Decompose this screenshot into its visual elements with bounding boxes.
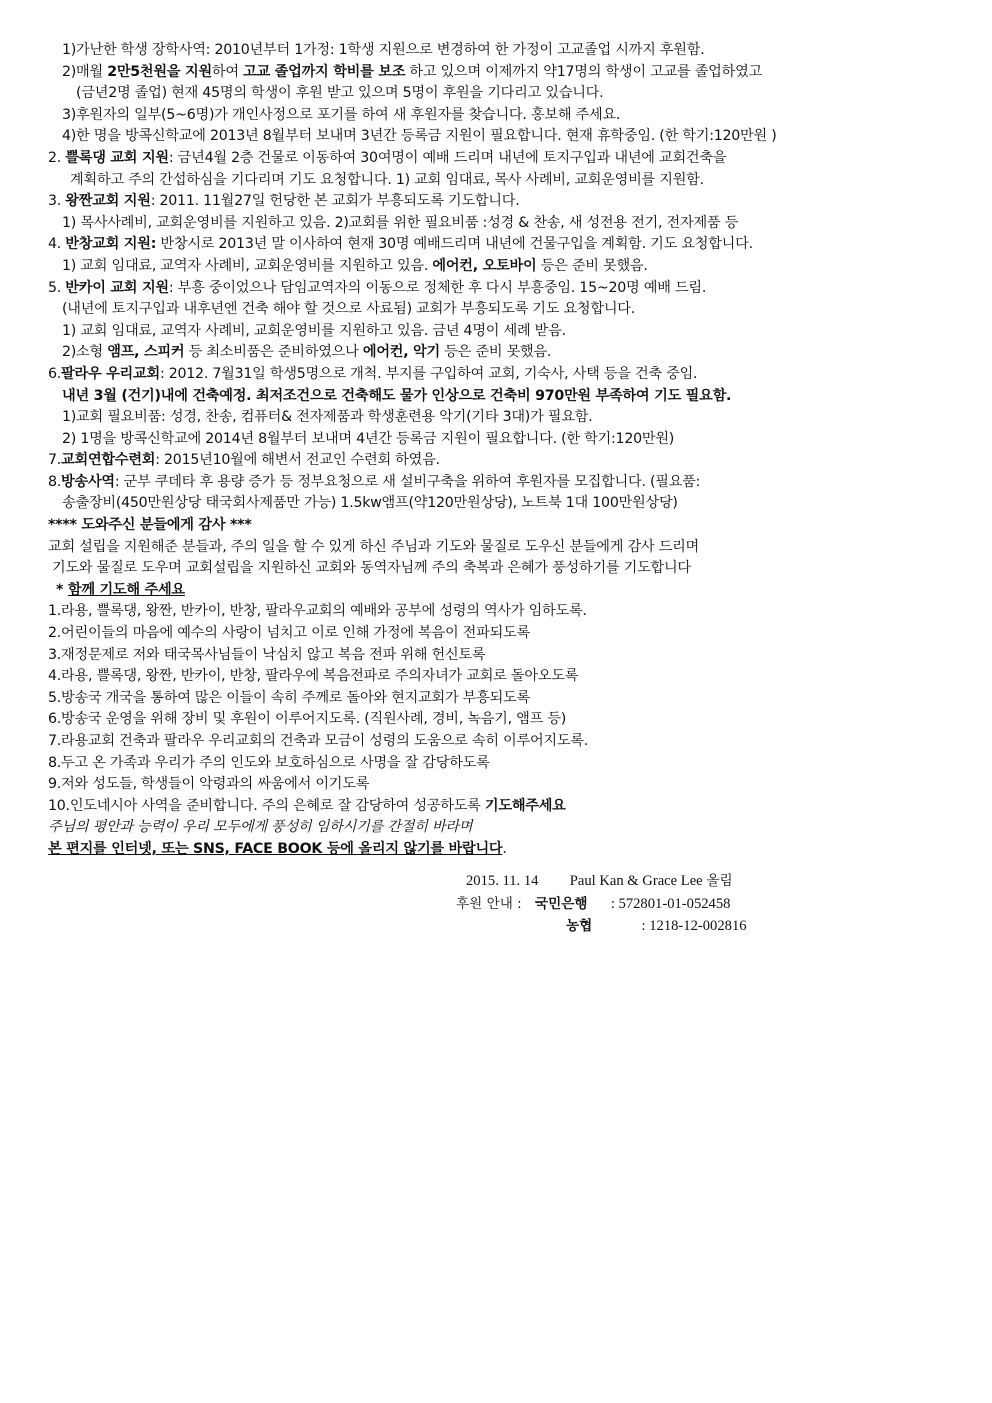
- text-run: : 군부 쿠데타 후 용량 증가 등 정부요청으로 새 설비구축을 위하여 후원자를 모집합니다. (필요품:: [114, 473, 701, 490]
- text-line: [0, 472, 992, 494]
- text-run: 2)매월: [62, 63, 108, 80]
- text-line: [0, 645, 992, 667]
- bank1-account: : 572801-01-052458: [610, 896, 731, 912]
- text-run: 1) 목사사례비, 교회운영비를 지원하고 있음. 2)교회를 위한 필요비품 :성경 & 찬송, 새 성전용 전기, 전자제품 등: [62, 214, 739, 231]
- text-run: 5.방송국 개국을 통하여 많은 이들이 속히 주께로 돌아와 현지교회가 부흥되도록: [48, 689, 530, 706]
- text-run: 1) 교회 임대료, 교역자 사례비, 교회운영비를 지원하고 있음.: [62, 257, 433, 274]
- text-run: 송출장비(450만원상당 태국회사제품만 가능) 1.5kw앰프(약120만원상당), 노트북 1대 100만원상당): [62, 495, 678, 512]
- text-run: 4.: [48, 236, 66, 253]
- text-run: 주님의 평안과 능력이 우리 모두에게 풍성히 임하시기를 간절히 바라며: [48, 819, 473, 836]
- text-line: [0, 753, 992, 775]
- text-line: [0, 709, 992, 731]
- text-run: (내년에 토지구입과 내후년엔 건축 해야 할 것으로 사료됨) 교회가 부흥되도록 기도 요청합니다.: [62, 301, 635, 318]
- text-run: 쁠록댕 교회 지원: [65, 149, 169, 166]
- bank-row-2: [0, 915, 747, 937]
- text-line: [0, 623, 992, 645]
- text-line: [0, 537, 992, 559]
- text-line: [0, 580, 992, 602]
- text-run: 3.: [48, 193, 66, 210]
- text-run: 6.: [48, 365, 62, 382]
- bank-label: 후원 안내 :: [456, 896, 522, 912]
- text-line: [0, 493, 992, 515]
- text-run: 고교 졸업까지 학비를 보조: [243, 63, 406, 80]
- text-line: [0, 342, 992, 364]
- text-line: [0, 191, 992, 213]
- text-run: *: [56, 581, 68, 598]
- text-run: 9.저와 성도들, 학생들이 악령과의 싸움에서 이기도록: [48, 776, 370, 793]
- text-run: 교회 설립을 지원해준 분들과, 주의 일을 할 수 있게 하신 주님과 기도와 물질로 도우신 분들에게 감사 드리며: [48, 538, 699, 555]
- text-line: [0, 299, 992, 321]
- text-run: 1.라용, 쁠록댕, 왕짠, 반카이, 반창, 팔라우교회의 예배와 공부에 성령의 역사가 임하도록.: [48, 603, 587, 620]
- signature-date: 2015. 11. 14: [466, 873, 539, 889]
- text-line: [0, 364, 992, 386]
- text-run: 6.방송국 운영을 위해 장비 및 후원이 이루어지도록. (직원사례, 경비, 녹음기, 앰프 등): [48, 711, 567, 728]
- text-line: [0, 450, 992, 472]
- text-run: 기도해주세요: [484, 797, 566, 814]
- text-run: 하여: [211, 63, 244, 80]
- text-line: [0, 126, 992, 148]
- bank2-account: : 1218-12-002816: [641, 918, 747, 934]
- text-line: [0, 688, 992, 710]
- text-run: : 2012. 7월31일 학생5명으로 개척. 부지를 구입하여 교회, 기숙사, 사택 등을 건축 중임.: [159, 365, 698, 382]
- signature-closing: 올림: [706, 873, 733, 889]
- text-line: [0, 666, 992, 688]
- text-run: 7.라용교회 건축과 팔라우 우리교회의 건축과 모금이 성령의 도움으로 속히 이루어지도록.: [48, 733, 589, 749]
- text-line: [0, 213, 992, 235]
- text-line: [0, 731, 992, 753]
- text-run: 함께 기도해 주세요: [67, 581, 185, 598]
- text-run: 내년 3월 (건기)내에 건축예정. 최저조건으로 건축해도 물가 인상으로 건축비 970만원 부족하여 기도 필요함.: [62, 387, 732, 404]
- text-run: **** 도와주신 분들에게 감사 ***: [48, 517, 252, 534]
- text-run: 등은 준비 못했음.: [536, 257, 648, 274]
- letter-body: [0, 40, 992, 861]
- text-run: 등은 준비 못했음.: [439, 344, 552, 361]
- text-line: [0, 278, 992, 300]
- text-run: 2) 1명을 방콕신학교에 2014년 8월부터 보내며 4년간 등록금 지원이 필요합니다. (한 학기:120만원): [62, 430, 675, 447]
- signature-authors: Paul Kan & Grace Lee: [569, 873, 703, 889]
- text-line: [0, 386, 992, 408]
- text-run: 기도와 물질로 도우며 교회설립을 지원하신 교회와 동역자님께 주의 축복과 은혜가 풍성하기를 기도합니다: [52, 560, 691, 577]
- text-run: 8.: [48, 473, 62, 490]
- text-run: 2.: [48, 149, 66, 166]
- text-run: 7.: [48, 452, 62, 469]
- text-line: [0, 40, 992, 62]
- text-run: 1)교회 필요비품: 성경, 찬송, 컴퓨터& 전자제품과 학생훈련용 악기(기타 3대)가 필요함.: [62, 409, 593, 426]
- text-run: 3)후원자의 일부(5~6명)가 개인사정으로 포기를 하여 새 후원자를 찾습니다. 홍보해 주세요.: [62, 106, 621, 123]
- text-run: 앰프, 스피커: [107, 344, 185, 361]
- text-run: : 부흥 중이었으나 담임교역자의 이동으로 정체한 후 다시 부흥중임. 15~20명 예배 드림.: [168, 279, 707, 296]
- text-line: [0, 256, 992, 278]
- text-run: 팔라우 우리교회: [61, 365, 160, 382]
- text-line: [0, 83, 992, 105]
- text-line: [0, 407, 992, 429]
- text-run: 계획하고 주의 간섭하심을 기다리며 기도 요청합니다. 1) 교회 임대료, 목사 사례비, 교회운영비를 지원함.: [70, 171, 704, 188]
- text-line: [0, 774, 992, 796]
- text-run: 1) 교회 임대료, 교역자 사례비, 교회운영비를 지원하고 있음. 금년 4명이 세례 받음.: [62, 322, 566, 339]
- text-run: : 2011. 11월27일 헌당한 본 교회가 부흥되도록 기도합니다.: [150, 193, 520, 210]
- text-line: [0, 429, 992, 451]
- text-run: 등 최소비품은 준비하였으나: [184, 344, 363, 361]
- text-line: [0, 839, 992, 861]
- bank2-name: 농협: [566, 918, 593, 934]
- signature-line: [0, 871, 733, 893]
- text-run: 반창시로 2013년 말 이사하여 현재 30명 예배드리며 내년에 건물구입을 계획함. 기도 요청합니다.: [156, 236, 753, 253]
- text-run: 1)가난한 학생 장학사역: 2010년부터 1가정: 1학생 지원으로 변경하여 한 가정이 고교졸업 시까지 후원함.: [62, 42, 705, 58]
- text-run: 2.어린이들의 마음에 예수의 사랑이 넘치고 이로 인해 가정에 복음이 전파되도록: [48, 625, 530, 642]
- text-line: [0, 817, 992, 839]
- bank1-name: 국민은행: [535, 896, 588, 912]
- text-run: 방송사역: [61, 473, 115, 490]
- text-line: [0, 62, 992, 84]
- text-run: 8.두고 온 가족과 우리가 주의 인도와 보호하심으로 사명을 잘 감당하도록: [48, 754, 490, 771]
- text-line: [0, 515, 992, 537]
- text-line: [0, 105, 992, 127]
- text-run: : 금년4월 2층 건물로 이동하여 30여명이 예배 드리며 내년에 토지구입과 내년에 교회건축을: [168, 149, 727, 166]
- text-run: 하고 있으며 이제까지 약17명의 학생이 고교를 졸업하였고: [405, 63, 762, 80]
- text-run: 교회연합수련회: [61, 452, 156, 469]
- text-line: [0, 558, 992, 580]
- text-line: [0, 796, 992, 818]
- text-run: 4)한 명을 방콕신학교에 2013년 8월부터 보내며 3년간 등록금 지원이 필요합니다. 현재 휴학중임. (한 학기:120만원 ): [62, 128, 777, 145]
- bank-row-1: [0, 893, 730, 915]
- text-line: [0, 148, 992, 170]
- text-line: [0, 234, 992, 256]
- text-run: 왕짠교회 지원: [65, 193, 151, 210]
- text-run: 반카이 교회 지원: [65, 279, 169, 296]
- text-run: 5.: [48, 279, 66, 296]
- text-run: 에어컨, 악기: [362, 344, 440, 361]
- text-line: [0, 601, 992, 623]
- text-line: [0, 170, 992, 192]
- text-run: 에어컨, 오토바이: [432, 257, 537, 274]
- text-run: 4.라용, 쁠록댕, 왕짠, 반카이, 반창, 팔라우에 복음전파로 주의자녀가 교회로 돌아오도록: [48, 668, 579, 685]
- text-run: .: [502, 840, 507, 857]
- text-run: 2만5천원을 지원: [107, 63, 212, 80]
- text-run: 반창교회 지원:: [65, 236, 157, 253]
- text-line: [0, 321, 992, 343]
- text-run: (금년2명 졸업) 현재 45명의 학생이 후원 받고 있으며 5명이 후원을 기다리고 있습니다.: [76, 85, 604, 102]
- text-run: 본 편지를 인터넷, 또는 SNS, FACE BOOK 등에 올리지 않기를 바랍니다: [48, 840, 503, 857]
- text-run: 10.인도네시아 사역을 준비합니다. 주의 은혜로 잘 감당하여 성공하도록: [48, 797, 485, 814]
- text-run: 3.재정문제로 저와 태국목사님들이 낙심치 않고 복음 전파 위해 헌신토록: [48, 646, 486, 663]
- text-run: : 2015년10월에 해변서 전교인 수련회 하였음.: [155, 452, 440, 469]
- text-run: 2)소형: [62, 344, 108, 361]
